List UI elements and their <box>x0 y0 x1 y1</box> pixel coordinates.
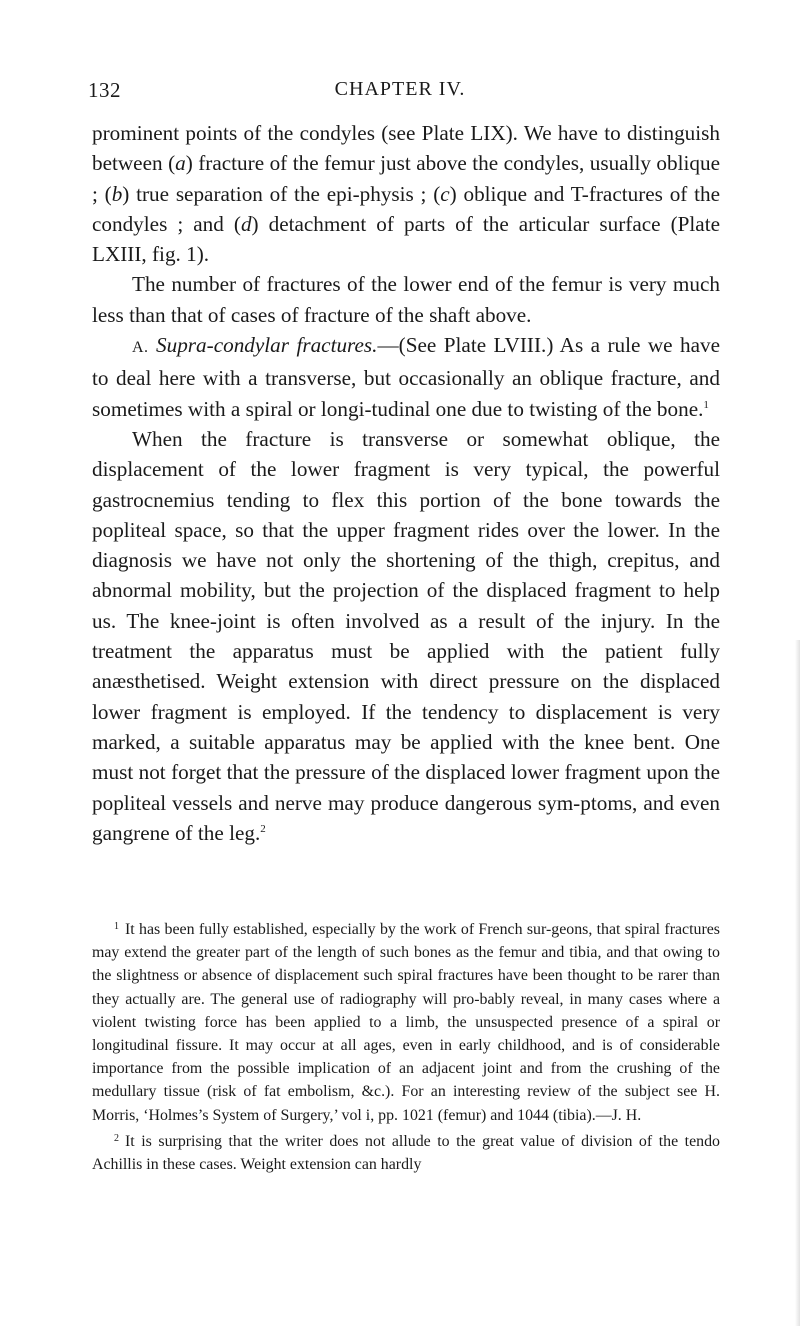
page-header <box>88 78 712 108</box>
text-run: When the fracture is transverse or somewhat oblique, the displacement of the lower fragment is very typical, the powerful gastrocnemius tending to flex this portion of the bone towards the popliteal space, so that the upper fragment rides over the lower. In the diagnosis we have not only the shortening of the thigh, crepitus, and abnormal mobility, but the projection of the displaced fragment to help us. The knee-joint is often involved as a result of the injury. In the treatment the apparatus must be applied with the patient fully anæsthetised. Weight extension with direct pressure on the displaced lower fragment is employed. If the tendency to displacement is very marked, a suitable apparatus may be applied with the knee bent. One must not forget that the pressure of the displaced lower fragment upon the popliteal vessels and nerve may produce dangerous sym-ptoms, and even gangrene of the leg. <box>92 426 720 845</box>
text-run <box>149 333 156 357</box>
body-paragraph <box>92 269 720 330</box>
section-label: A. <box>132 339 149 357</box>
italic-text: d <box>240 211 252 236</box>
footnote-text: It is surprising that the writer does not allude to the great value of division of the tendo Achillis in these cases. Weight extension can hardly <box>92 1132 720 1174</box>
text-run: The number of fractures of the lower end of the femur is very much less than that of cases of fracture of the shaft above. <box>92 272 720 327</box>
italic-text: Supra-condylar fractures. <box>156 333 378 358</box>
footnote-mark: 1 <box>114 921 119 932</box>
text-run: —(See Plate LVIII.) As a rule we have to deal here with a transverse, but occasionally an oblique fracture, and sometimes with a spiral or longi-tudinal one due to twisting of the bone. <box>92 333 721 421</box>
body-paragraph <box>92 424 720 848</box>
body-paragraph <box>92 118 720 269</box>
text-run: ) oblique and T-fractures of the condyles ; and ( <box>92 181 720 236</box>
page-number: 132 <box>88 78 121 102</box>
italic-text: b <box>111 181 123 206</box>
footnote-text: It has been fully established, especially by the work of French sur-geons, that spiral fractures may extend the greater part of the length of such bones as the femur and tibia, and that owing to the slightness or absence of displacement such spiral fractures have been thought to be rarer than they actually are. The general use of radiography will pro-bably reveal, in many cases where a violent twisting force has been applied to a limb, the unsuspected presence of a spiral or longitudinal fissure. It may occur at all ages, even in early childhood, and is of considerable importance from the possible implication of an adjacent joint and from the crushing of the medullary tissue (risk of fat embolism, &c.). For an interesting review of the subject see H. Morris, ‘Holmes’s System of Surgery,’ vol i, pp. 1021 (femur) and 1044 (tibia).—J. H. <box>92 921 720 1124</box>
footnote <box>92 915 720 1127</box>
page-edge-shadow <box>795 640 800 1326</box>
text-run: ) true separation of the epi-physis ; ( <box>122 181 441 206</box>
body-text <box>92 118 720 848</box>
italic-text: c <box>440 181 450 206</box>
running-head: CHAPTER IV. <box>334 78 466 100</box>
footnote-reference: 1 <box>703 398 709 411</box>
footnote-mark: 2 <box>114 1132 119 1144</box>
italic-text: a <box>175 151 186 176</box>
body-paragraph <box>92 330 720 424</box>
text-run: ) detachment of parts of the articular surface (Plate LXIII, fig. 1). <box>92 211 720 267</box>
footnotes <box>92 915 720 1176</box>
text-run: ) fracture of the femur just above the condyles, usually oblique ; ( <box>92 151 720 206</box>
footnote-reference: 2 <box>260 822 266 835</box>
footnote <box>92 1127 720 1176</box>
text-run: prominent points of the condyles (see Plate LIX). We have to distinguish between ( <box>92 121 720 176</box>
